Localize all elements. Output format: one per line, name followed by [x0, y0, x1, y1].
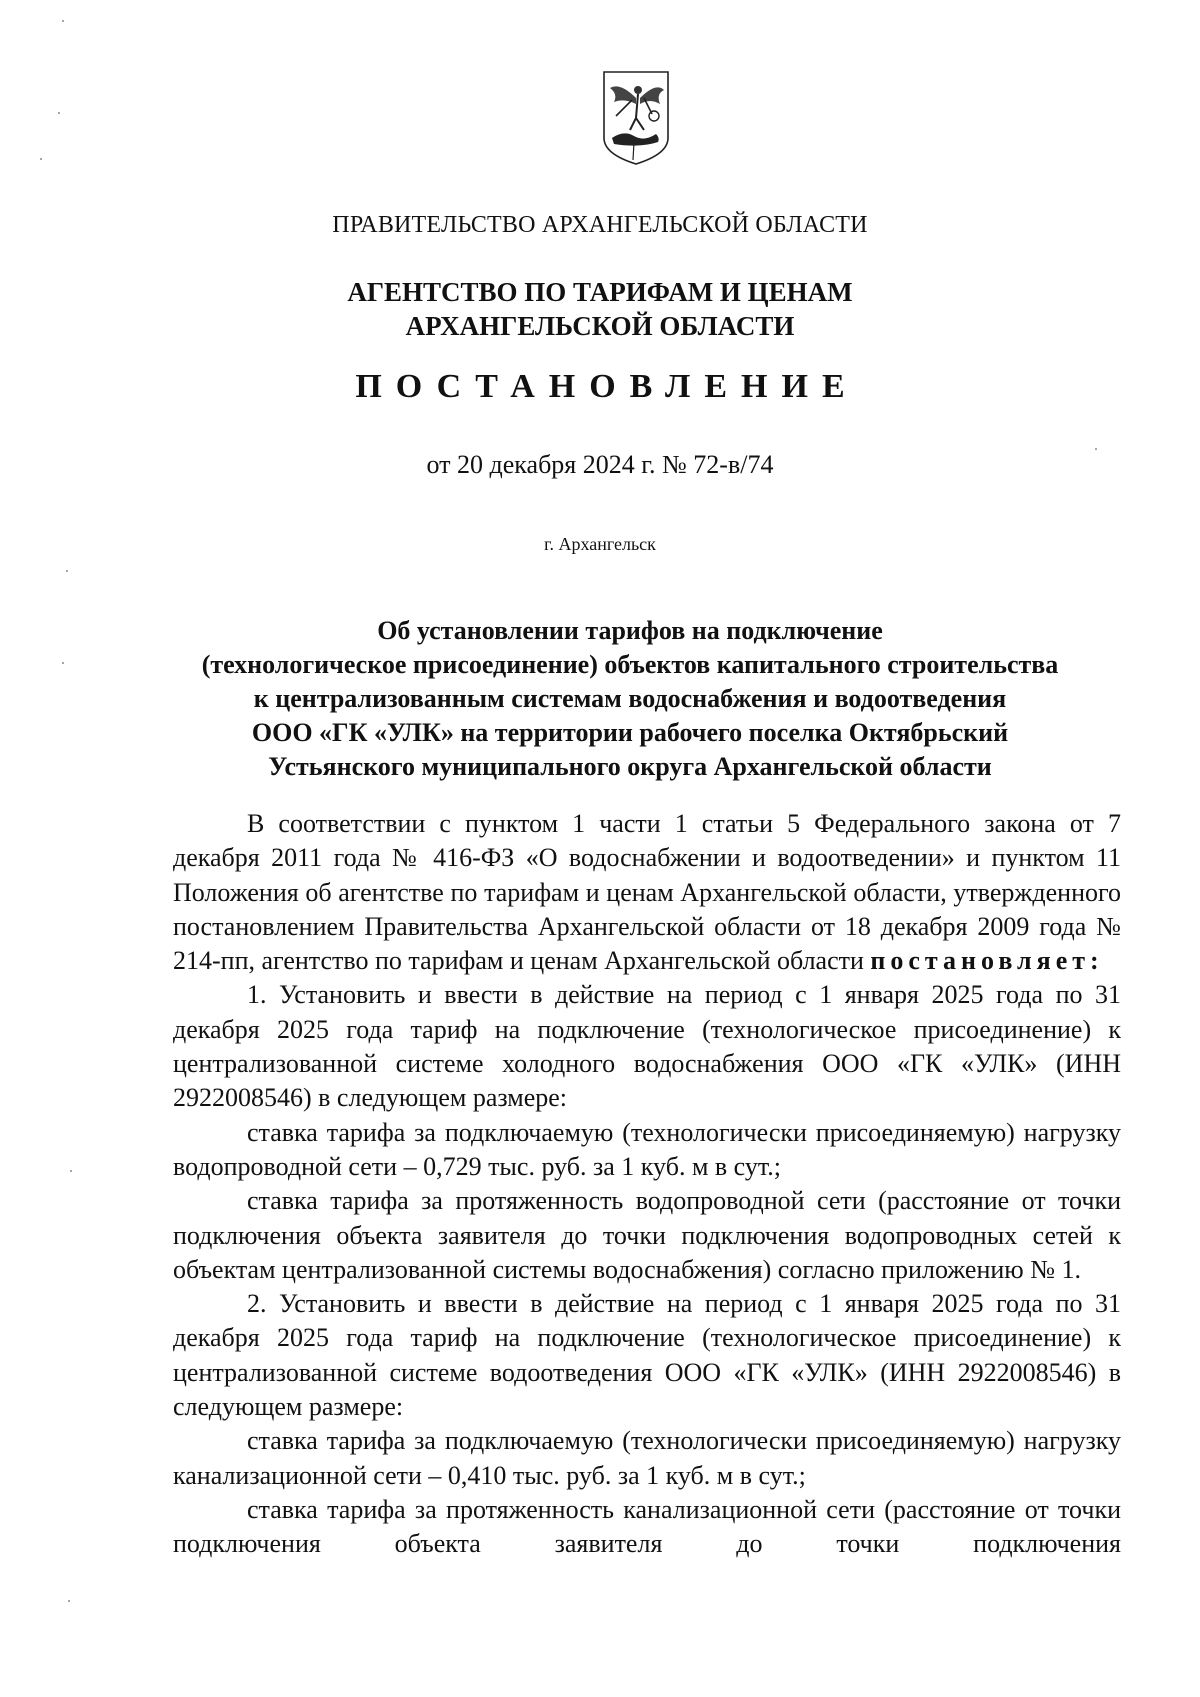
scan-speck: [70, 1170, 72, 1172]
sewer-length-rate-paragraph: ставка тарифа за протяженность канализационной сети (расстояние от точки подключения объекта заявителя до точки подключения: [173, 1494, 1121, 1559]
agency-name-line-2: АРХАНГЕЛЬСКОЙ ОБЛАСТИ: [405, 311, 795, 341]
resolves-keyword: постановляет:: [870, 946, 1104, 976]
scan-speck: [1095, 448, 1097, 450]
agency-name: [0, 275, 1200, 343]
clause-2-paragraph: 2. Установить и ввести в действие на период с 1 января 2025 года по 31 декабря 2025 года тариф на подключение (технологическое присоединение) к централизованной системе водоотведения ООО «ГК «УЛК» (ИНН 2922008546) в следующем размере:: [173, 1289, 1121, 1422]
document-date-number: от 20 декабря 2024 г. № 72-в/74: [426, 450, 774, 479]
water-length-rate-paragraph: ставка тарифа за протяженность водопроводной сети (расстояние от точки подключения объекта заявителя до точки подключения водопроводных сетей к объектам централизованной системы водоснабжения) согласно приложению № 1.: [173, 1186, 1121, 1284]
sewer-load-rate-paragraph: ставка тарифа за подключаемую (технологически присоединяемую) нагрузку канализационной сети – 0,410 тыс. руб. за 1 куб. м в сут.;: [173, 1426, 1121, 1490]
document-title: [150, 614, 1110, 784]
title-line: (технологическое присоединение) объектов капитального строительства: [201, 650, 1059, 679]
coat-of-arms-emblem: [600, 68, 672, 168]
title-line: ООО «ГК «УЛК» на территории рабочего поселка Октябрьский: [251, 718, 1009, 747]
title-line: Устьянского муниципального округа Архангельской области: [268, 752, 992, 781]
title-line: к централизованным системам водоснабжения и водоотведения: [253, 684, 1007, 713]
scan-speck: [58, 112, 60, 114]
preamble-paragraph: [173, 807, 1121, 978]
government-name: ПРАВИТЕЛЬСТВО АРХАНГЕЛЬСКОЙ ОБЛАСТИ: [332, 212, 868, 238]
document-body: [173, 807, 1121, 1562]
scan-speck: [68, 1600, 70, 1602]
scan-speck: [66, 570, 68, 572]
clause-1-paragraph: 1. Установить и ввести в действие на период с 1 января 2025 года по 31 декабря 2025 года тариф на подключение (технологическое присоединение) к централизованной системе холодного водоснабжения ООО «ГК «УЛК» (ИНН 2922008546) в следующем размере:: [173, 980, 1121, 1113]
document-type-heading: ПОСТАНОВЛЕНИЕ: [355, 368, 859, 405]
agency-name-line-1: АГЕНТСТВО ПО ТАРИФАМ И ЦЕНАМ: [347, 277, 853, 307]
document-city: г. Архангельск: [544, 534, 656, 554]
preamble-text: В соответствии с пунктом 1 части 1 статьи 5 Федерального закона от 7 декабря 2011 года № 416-ФЗ «О водоснабжении и водоотведении» и пунктом 11 Положения об агентстве по тарифам и ценам Архангельской области, утвержденного постановлением Правительства Архангельской области от 18 декабря 2009 года № 214-пп, агентство по тарифам и ценам Архангельской области: [173, 809, 1121, 976]
scan-speck: [40, 158, 42, 160]
title-line: Об установлении тарифов на подключение: [377, 616, 883, 645]
scan-speck: [62, 20, 64, 22]
water-load-rate-paragraph: ставка тарифа за подключаемую (технологически присоединяемую) нагрузку водопроводной сети – 0,729 тыс. руб. за 1 куб. м в сут.;: [173, 1117, 1121, 1181]
scan-speck: [62, 662, 64, 664]
